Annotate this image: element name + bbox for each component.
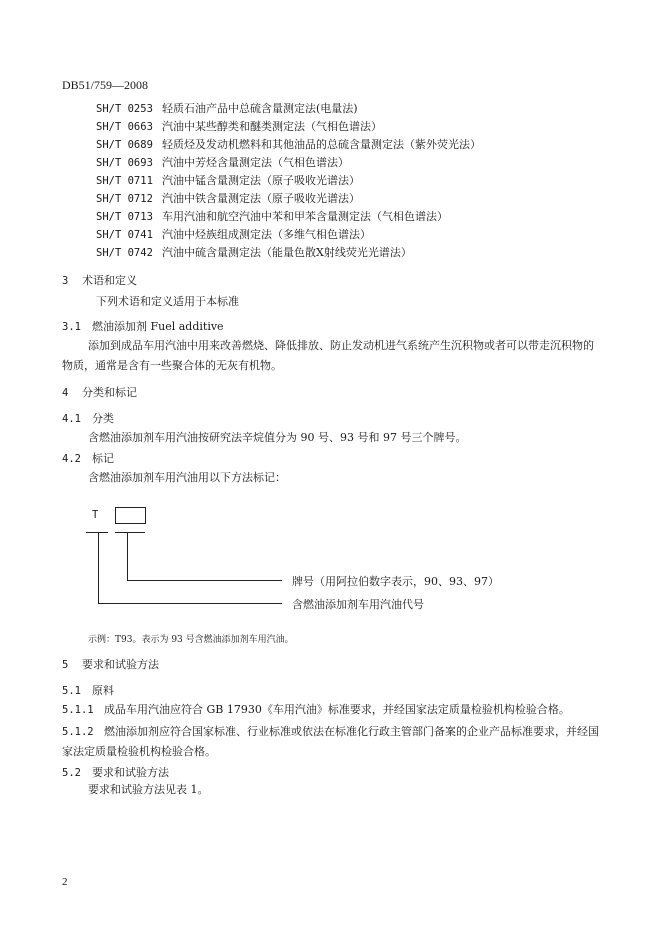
section-title: 术语和定义: [82, 274, 137, 287]
reference-title: 汽油中硫含量测定法（能量色散X射线荧光光谱法）: [162, 246, 412, 259]
reference-code: SH/T 0741: [96, 229, 153, 241]
subsection-heading: [62, 318, 224, 334]
clause-number: 5.1.2: [62, 726, 94, 738]
subsection-title: 标记: [92, 452, 114, 465]
reference-title: 汽油中铁含量测定法（原子吸收光谱法）: [162, 192, 360, 205]
section-heading: [62, 656, 159, 672]
clause-5-1-2: [62, 722, 602, 762]
subsection-number: 5.2: [62, 767, 81, 779]
section-number: 3: [62, 275, 69, 287]
marking-underline: [115, 532, 145, 533]
reference-title: 轻质石油产品中总硫含量测定法(电量法): [162, 102, 358, 115]
subsection-title: 分类: [92, 412, 114, 425]
subsection-heading: [62, 450, 114, 466]
code-leader-horizontal: [98, 603, 282, 604]
code-leader-vertical: [98, 533, 99, 604]
subsection-number: 5.1: [62, 685, 81, 697]
reference-item: [96, 208, 448, 224]
reference-item: [96, 172, 360, 188]
subsection-title: 要求和试验方法: [92, 766, 169, 779]
definition-paragraph: 添加到成品车用汽油中用来改善燃烧、降低排放、防止发动机进气系统产生沉积物或者可以带走沉积物的物质，通常是含有一些聚合体的无灰有机物。: [62, 339, 594, 372]
clause-number: 5.1.1: [62, 704, 94, 716]
document-id: DB51/759—2008: [62, 78, 149, 92]
subsection-number: 3.1: [62, 321, 81, 333]
reference-code: SH/T 0742: [96, 247, 153, 259]
reference-item: [96, 190, 360, 206]
section-heading: [62, 272, 137, 288]
subsection-heading: [62, 764, 169, 780]
reference-title: 轻质烃及发动机燃料和其他油品的总硫含量测定法（紫外荧光法）: [162, 138, 481, 151]
section-title: 分类和标记: [82, 386, 137, 399]
reference-code: SH/T 0693: [96, 157, 153, 169]
grade-leader-vertical: [127, 533, 128, 581]
paragraph: 下列术语和定义适用于本标准: [96, 295, 239, 308]
reference-item: [96, 136, 481, 152]
example-note: 示例：T93。表示为 93 号含燃油添加剂车用汽油。: [88, 635, 294, 645]
marking-prefix: T: [92, 509, 99, 521]
reference-item: [96, 118, 382, 134]
reference-code: SH/T 0711: [96, 175, 153, 187]
paragraph: 含燃油添加剂车用汽油按研究法辛烷值分为 90 号、93 号和 97 号三个牌号。: [88, 431, 467, 444]
code-label: 含燃油添加剂车用汽油代号: [292, 598, 424, 611]
paragraph: 含燃油添加剂车用汽油用以下方法标记：: [88, 471, 286, 484]
page-number: 2: [62, 876, 68, 888]
clause-text: 燃油添加剂应符合国家标准、行业标准或依法在标准化行政主管部门备案的企业产品标准要求，并经国家法定质量检验机构检验合格。: [62, 725, 599, 758]
reference-item: [96, 154, 349, 170]
reference-title: 汽油中锰含量测定法（原子吸收光谱法）: [162, 174, 360, 187]
reference-code: SH/T 0253: [96, 103, 153, 115]
reference-code: SH/T 0663: [96, 121, 153, 133]
reference-code: SH/T 0713: [96, 211, 153, 223]
reference-item: [96, 100, 358, 116]
paragraph: 要求和试验方法见表 1。: [88, 783, 209, 796]
clause-text: 成品车用汽油应符合 GB 17930《车用汽油》标准要求，并经国家法定质量检验机构检验合格。: [104, 703, 570, 716]
grade-placeholder-box: [115, 507, 146, 524]
subsection-title: 原料: [92, 684, 114, 697]
grade-leader-horizontal: [127, 580, 282, 581]
subsection-heading: [62, 410, 114, 426]
section-heading: [62, 384, 137, 400]
subsection-number: 4.1: [62, 413, 81, 425]
section-number: 4: [62, 387, 69, 399]
grade-label: 牌号（用阿拉伯数字表示，90、93、97）: [292, 575, 499, 588]
reference-title: 汽油中某些醇类和醚类测定法（气相色谱法）: [162, 120, 382, 133]
reference-item: [96, 244, 412, 260]
reference-code: SH/T 0689: [96, 139, 153, 151]
subsection-title: 燃油添加剂 Fuel additive: [92, 320, 224, 333]
subsection-number: 4.2: [62, 453, 81, 465]
marking-underline: [86, 532, 108, 533]
subsection-heading: [62, 682, 114, 698]
section-number: 5: [62, 659, 69, 671]
reference-title: 汽油中芳烃含量测定法（气相色谱法）: [162, 156, 349, 169]
clause-5-1-1: [62, 700, 602, 720]
reference-item: [96, 226, 371, 242]
reference-title: 汽油中烃族组成测定法（多维气相色谱法）: [162, 228, 371, 241]
reference-code: SH/T 0712: [96, 193, 153, 205]
section-title: 要求和试验方法: [82, 658, 159, 671]
reference-title: 车用汽油和航空汽油中苯和甲苯含量测定法（气相色谱法）: [162, 210, 448, 223]
